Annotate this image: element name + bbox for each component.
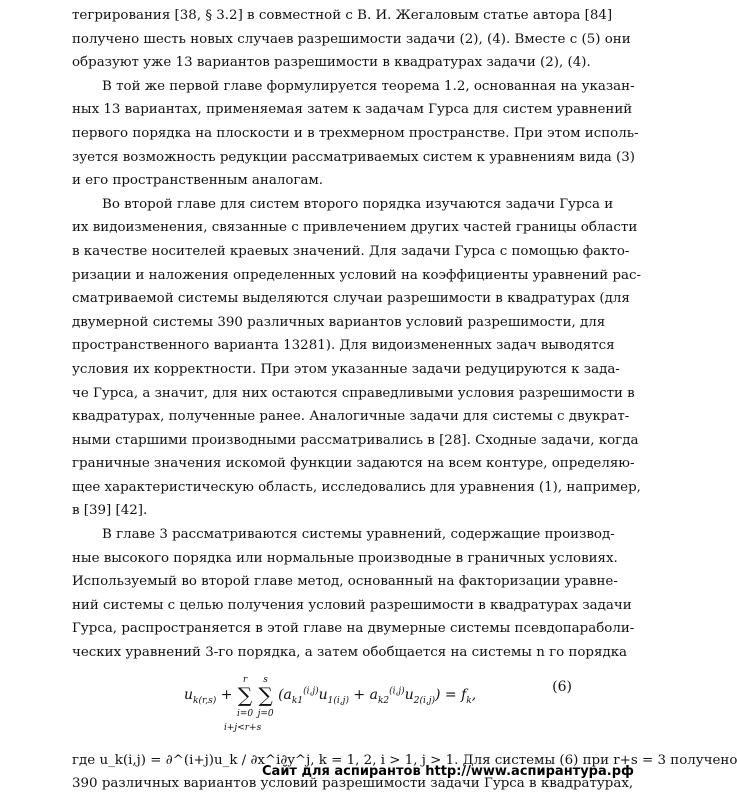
eq-a2-sub: k2: [377, 695, 390, 706]
sum-j: [258, 671, 274, 719]
text-line: квадратурах, полученные ранее. Аналогичные задачи для системы с двукрат-: [72, 409, 630, 425]
sigma-icon: ∑: [258, 682, 273, 707]
text-line: их видоизменения, связанные с привлечением других частей границы области: [72, 220, 638, 236]
text-line: в [39] [42].: [72, 503, 148, 519]
equation-condition: i+j<r+s: [224, 722, 262, 733]
sum-j-bottom: j=0: [257, 708, 274, 719]
text-line: Во второй главе для систем второго порядка изучаются задачи Гурса и: [102, 196, 614, 212]
text-line: ний системы с целью получения условий разрешимости в квадратурах задачи: [72, 597, 632, 613]
site-footer: Сайт для аспирантов http://www.аспирантура.рф: [262, 764, 634, 779]
sigma-icon: ∑: [237, 682, 253, 707]
text-line: в качестве носителей краевых значений. Для задачи Гурса с помощью факто-: [72, 243, 630, 259]
text-line: и его пространственным аналогам.: [72, 173, 324, 189]
text-line: ные высокого порядка или нормальные производные в граничных условиях.: [72, 550, 618, 566]
eq-u2: u: [404, 686, 414, 703]
sum-i-bottom: i=0: [236, 708, 254, 719]
text-line: образуют уже 13 вариантов разрешимости в квадратурах задачи (2), (4).: [72, 55, 591, 71]
text-line: В главе 3 рассматриваются системы уравнений, содержащие производ-: [102, 527, 615, 543]
text-line: тегрирования [38, § 3.2] в совместной с В. И. Жегаловым статье автора [84]: [72, 8, 613, 23]
eq-a2-sup: (i,j): [389, 685, 405, 696]
sum-j-top: s: [263, 674, 268, 685]
text-line: ризации и наложения определенных условий на коэффициенты уравнений рас-: [72, 267, 642, 283]
eq-rhs: ) = f: [435, 686, 467, 703]
text-line: В той же первой главе формулируется теорема 1.2, основанная на указан-: [102, 78, 635, 94]
equation-formula: [184, 671, 476, 719]
equation-number: (6): [552, 678, 572, 695]
eq-comma: ,: [471, 686, 477, 703]
text-line: условия их корректности. При этом указанные задачи редуцируются к зада-: [72, 361, 620, 377]
text-line: сматриваемой системы выделяются случаи разрешимости в квадратурах (для: [72, 291, 630, 307]
text-line: 390 различных вариантов условий разрешимости задачи Гурса в квадратурах,: [72, 776, 634, 792]
eq-u1: u: [318, 686, 328, 703]
text-line: ческих уравнений 3-го порядка, а затем обобщается на системы n го порядка: [72, 645, 628, 661]
text-line: двумерной системы 390 различных вариантов условий разрешимости, для: [72, 314, 606, 330]
eq-a1-sup: (i,j): [303, 685, 319, 696]
body-text: [72, 4, 737, 796]
text-line: щее характеристическую область, исследовались для уравнения (1), например,: [72, 479, 641, 495]
sum-i: [237, 671, 253, 719]
text-line: че Гурса, а значит, для них остаются справедливыми условия разрешимости в: [72, 385, 635, 401]
text-line: первого порядка на плоскости и в трехмерном пространстве. При этом исполь-: [72, 125, 639, 141]
eq-rhs-sub: k: [466, 695, 472, 706]
eq-u1-sub: 1(i,j): [327, 695, 349, 706]
text-line: пространственного варианта 13281). Для видоизмененных задач выводятся: [72, 338, 615, 354]
text-line: ными старшими производными рассматривались в [28]. Сходные задачи, когда: [72, 432, 639, 448]
text-line: где u_k(i,j) = ∂^(i+j)u_k / ∂x^i∂y^j, k = 1, 2, i > 1, j > 1. Для системы (6) при r+s = 3 получено: [72, 752, 737, 768]
text-line: Гурса, распространяется в этой главе на двумерные системы псевдопарaболи-: [72, 621, 635, 637]
text-line: ных 13 вариантах, применяемая затем к задачам Гурса для систем уравнений: [72, 102, 633, 118]
text-line: получено шесть новых случаев разрешимости задачи (2), (4). Вместе с (5) они: [72, 31, 631, 47]
eq-lhs-sub: k(r,s): [193, 695, 217, 706]
text-line: Используемый во второй главе метод, основанный на факторизации уравне-: [72, 574, 618, 590]
sum-i-top: r: [242, 674, 248, 685]
eq-a1: (a: [278, 686, 292, 703]
eq-u2-sub: 2(i,j): [413, 695, 435, 706]
eq-plus: +: [220, 686, 233, 703]
eq-a2: + a: [353, 686, 378, 703]
eq-lhs: u: [184, 686, 194, 703]
text-line: граничные значения искомой функции задаются на всем контуре, определяю-: [72, 456, 635, 472]
text-line: зуется возможность редукции рассматриваемых систем к уравнениям вида (3): [72, 149, 636, 165]
eq-a1-sub: k1: [291, 695, 304, 706]
equation-6: [72, 665, 572, 749]
